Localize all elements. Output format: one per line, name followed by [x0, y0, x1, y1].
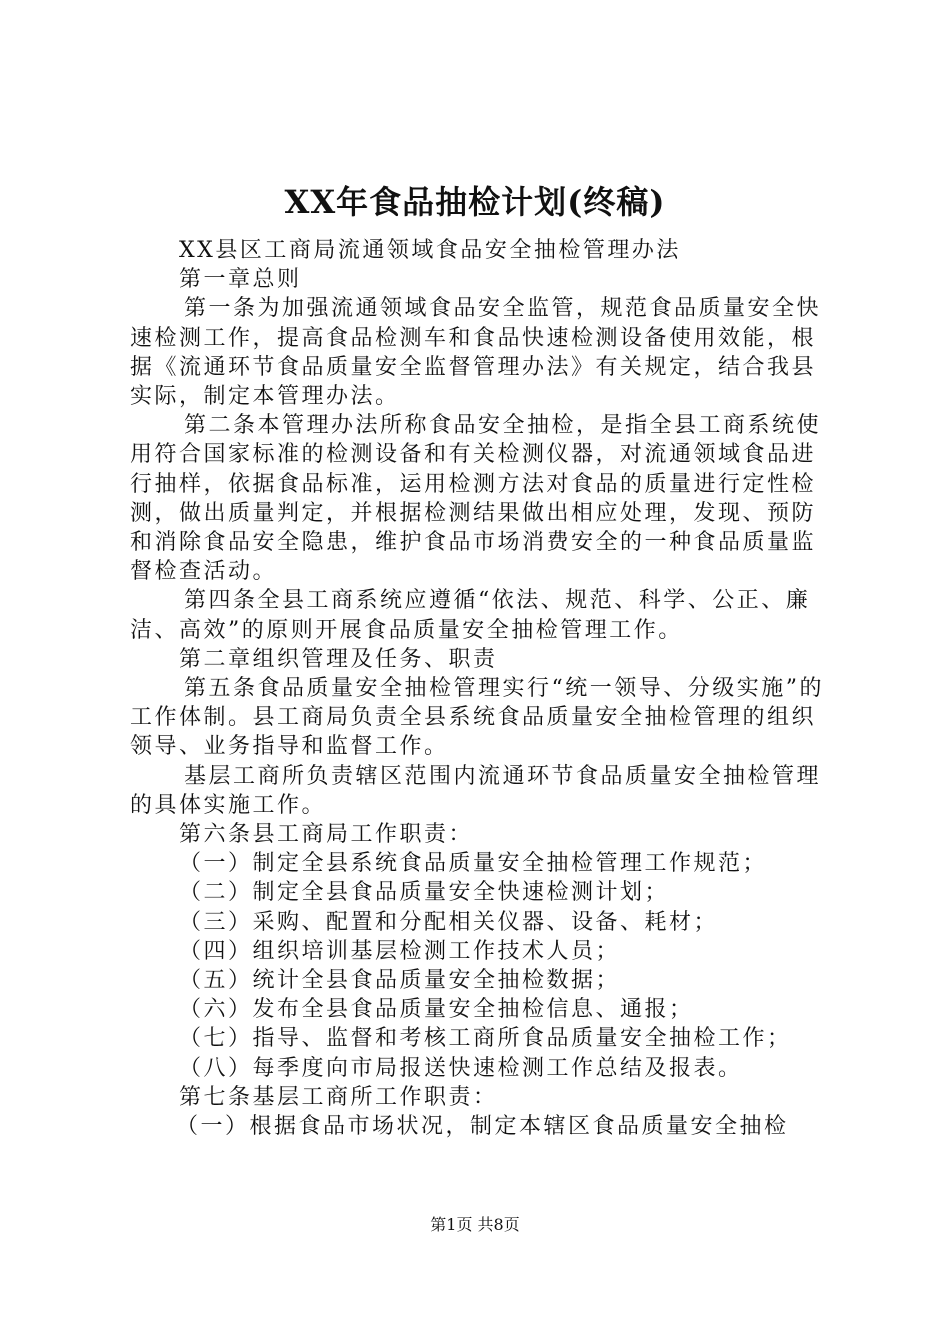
list-item: （六）发布全县食品质量安全抽检信息、通报；: [179, 997, 694, 1023]
paragraph-article-2: 第二条本管理办法所称食品安全抽检，是指全县工商系统使用符合国家标准的检测设备和有关检测仪器，对流通领域食品进行抽样，依据食品标准，运用检测方法对食品的质量进行定性检测，做出质量判定，并根据检测结果做出相应处理，发现、预防和消除食品安全隐患，维护食品市场消费安全的一种食品质量监督检查活动。: [130, 413, 822, 585]
list-item: （七）指导、监督和考核工商所食品质量安全抽检工作；: [179, 1026, 792, 1052]
list-item: （一）制定全县系统食品质量安全抽检管理工作规范；: [179, 851, 768, 877]
list-item: （四）组织培训基层检测工作技术人员；: [179, 938, 621, 964]
paragraph: 基层工商所负责辖区范围内流通环节食品质量安全抽检管理的具体实施工作。: [130, 763, 822, 818]
page-footer: 第1页 共8页: [430, 1215, 520, 1234]
paragraph-article-4: 第四条全县工商系统应遵循“依法、规范、科学、公正、廉洁、高效”的原则开展食品质量安全抽检管理工作。: [130, 588, 811, 643]
paragraph-article-6: 第六条县工商局工作职责：: [179, 822, 474, 848]
paragraph-article-5: 第五条食品质量安全抽检管理实行“统一领导、分级实施”的工作体制。县工商局负责全县系统食品质量安全抽检管理的组织领导、业务指导和监督工作。: [130, 676, 824, 760]
list-item: （八）每季度向市局报送快速检测工作总结及报表。: [179, 1055, 743, 1081]
list-item: （五）统计全县食品质量安全抽检数据；: [179, 968, 621, 994]
chapter-heading: 第二章组织管理及任务、职责: [179, 646, 498, 672]
paragraph-article-7: 第七条基层工商所工作职责：: [179, 1084, 498, 1110]
list-item: （二）制定全县食品质量安全快速检测计划；: [179, 880, 670, 906]
document-body: [130, 236, 832, 1141]
list-item: （一）根据食品市场状况，制定本辖区食品质量安全抽检: [176, 1114, 789, 1140]
paragraph-subtitle: XX县区工商局流通领域食品安全抽检管理办法: [179, 238, 681, 263]
chapter-heading: 第一章总则: [179, 267, 302, 293]
document-title: XX年食品抽检计划(终稿): [284, 183, 666, 221]
list-item: （三）采购、配置和分配相关仪器、设备、耗材；: [179, 909, 719, 935]
paragraph-article-1: 第一条为加强流通领域食品安全监管，规范食品质量安全快速检测工作，提高食品检测车和食品快速检测设备使用效能，根据《流通环节食品质量安全监督管理办法》有关规定，结合我县实际，制定本管理办法。: [130, 296, 822, 410]
